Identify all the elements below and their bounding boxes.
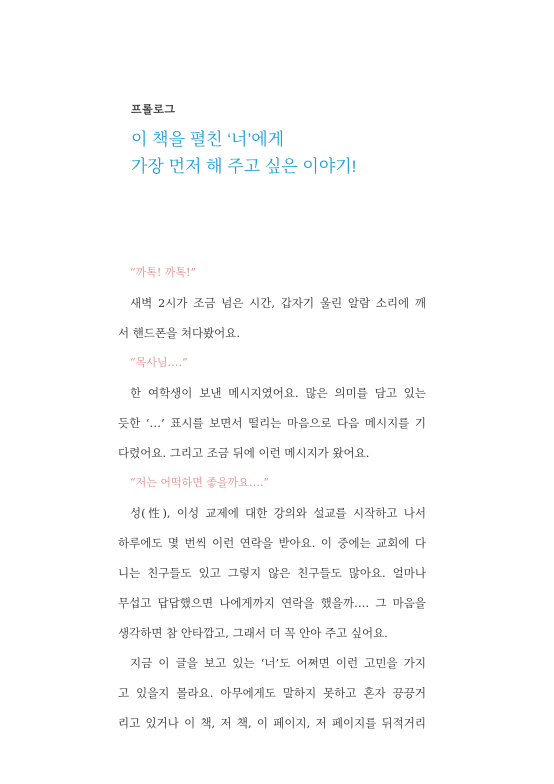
paragraph-line: 다렸어요. 그리고 조금 뒤에 이런 메시지가 왔어요. <box>118 446 370 460</box>
quote-2: “목사님….” <box>130 356 188 369</box>
paragraph-4 <box>118 648 426 738</box>
paragraph-line: 리고 있거나 이 책, 저 책, 이 페이지, 저 페이지를 뒤적거리 <box>118 716 426 730</box>
paragraph-line: 한 여학생이 보낸 메시지였어요. 많은 의미를 담고 있는 <box>130 386 426 400</box>
paragraph-line: 니는 친구들도 있고 그렇지 않은 친구들도 많아요. 얼마나 <box>118 566 426 580</box>
quote-3: “저는 어떡하면 좋을까요….” <box>130 476 269 489</box>
paragraph-line: 무섭고 답답했으면 나에게까지 연락을 했을까…. 그 마음을 <box>118 596 426 610</box>
paragraph-line: 서 핸드폰을 쳐다봤어요. <box>118 326 241 340</box>
paragraph-line: 지금 이 글을 보고 있는 ‘너’도 어쩌면 이런 고민을 가지 <box>130 656 426 670</box>
paragraph-line: 새벽 2시가 조금 넘은 시간, 갑자기 울린 알람 소리에 깨 <box>130 296 426 310</box>
paragraph-2 <box>118 378 426 468</box>
paragraph-line: 듯한 ‘…’ 표시를 보면서 떨리는 마음으로 다음 메시지를 기 <box>118 416 426 430</box>
paragraph-line: 고 있을지 몰라요. 아무에게도 말하지 못하고 혼자 끙끙거 <box>118 686 426 700</box>
chapter-title-line-2: 가장 먼저 해 주고 싶은 이야기! <box>131 157 357 176</box>
body-text <box>118 258 426 738</box>
chapter-title <box>131 126 356 180</box>
quote-1: “까톡! 까톡!” <box>130 266 197 279</box>
section-label: 프롤로그 <box>131 104 176 116</box>
chapter-title-line-1: 이 책을 펼친 ‘너’에게 <box>131 130 285 149</box>
paragraph-line: 성(性), 이성 교제에 대한 강의와 설교를 시작하고 나서 <box>130 506 426 520</box>
paragraph-3 <box>118 498 426 648</box>
paragraph-line: 생각하면 참 안타깝고, 그래서 더 꼭 안아 주고 싶어요. <box>118 626 388 640</box>
paragraph-1 <box>118 288 426 348</box>
paragraph-line: 하루에도 몇 번씩 이런 연락을 받아요. 이 중에는 교회에 다 <box>118 536 426 550</box>
